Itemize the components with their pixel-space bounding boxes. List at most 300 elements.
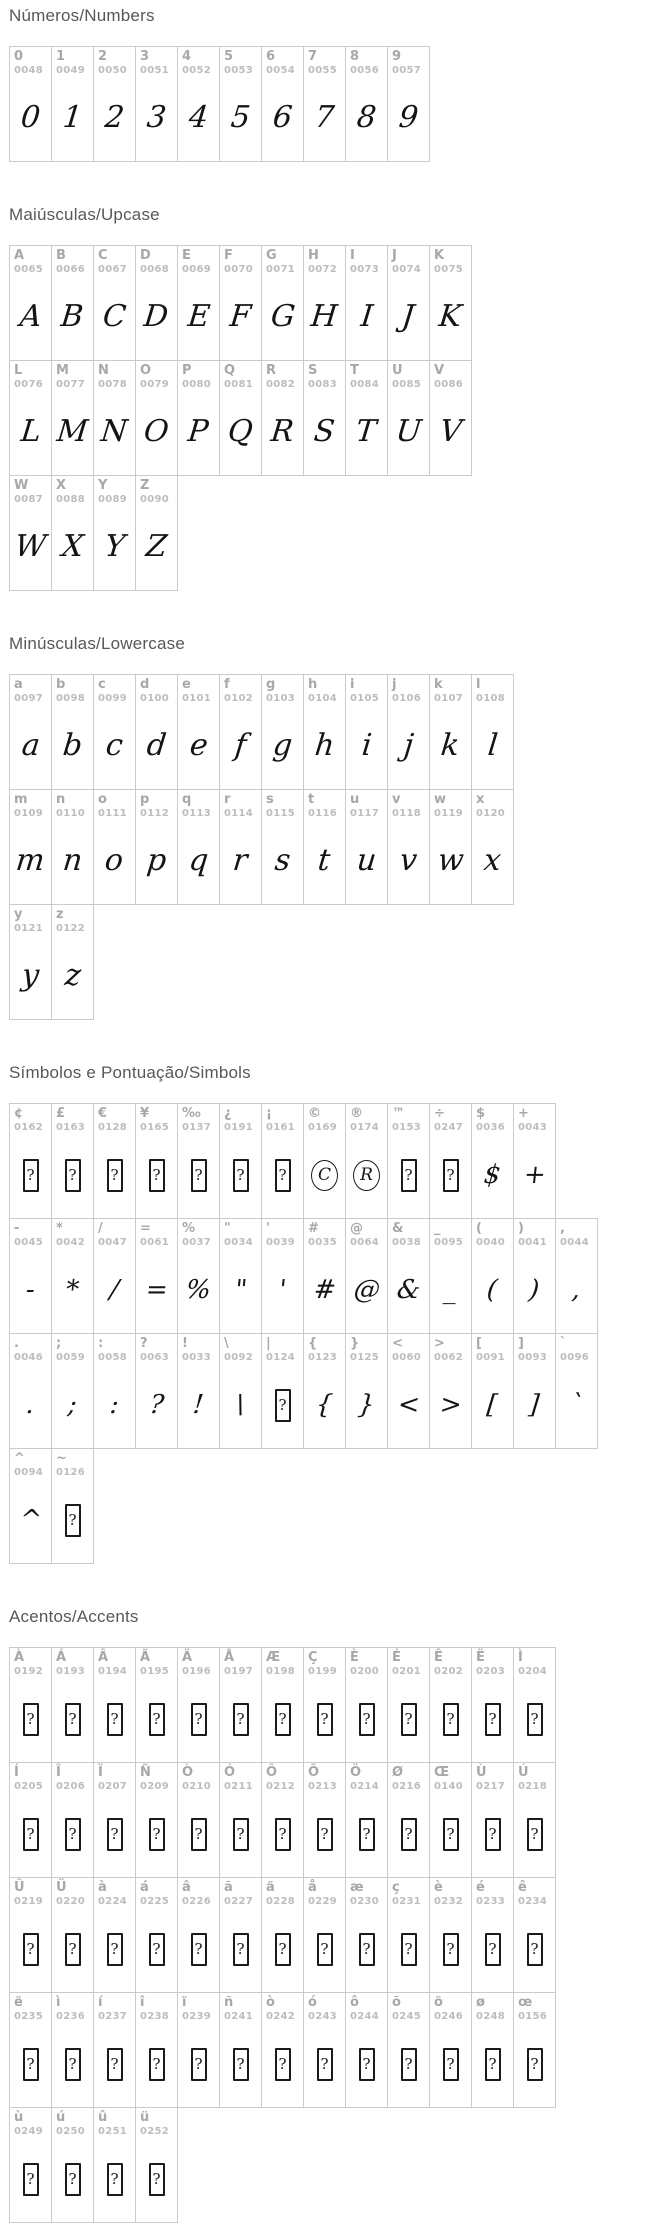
glyph-code-label: 0111 xyxy=(98,808,128,819)
missing-glyph-box-icon: ? xyxy=(233,2048,249,2081)
glyph-code-label: 0250 xyxy=(56,2126,86,2137)
glyph-preview xyxy=(472,2025,513,2103)
glyph-preview xyxy=(262,1910,303,1988)
section-symbols xyxy=(9,1063,661,1564)
glyph-char-label: ; xyxy=(56,1336,62,1351)
glyph-code-label: 0230 xyxy=(350,1896,380,1907)
script-glyph: 5 xyxy=(229,100,252,135)
glyph-code-label: 0161 xyxy=(266,1122,296,1133)
glyph-code-label: 0107 xyxy=(434,693,464,704)
glyph-cell xyxy=(345,674,388,790)
glyph-char-label: 0 xyxy=(14,49,24,64)
glyph-char-label: á xyxy=(140,1880,149,1895)
glyph-preview xyxy=(346,707,387,785)
glyph-cell xyxy=(219,46,262,162)
glyph-preview xyxy=(430,2025,471,2103)
glyph-cell xyxy=(177,674,220,790)
glyph-code-label: 0066 xyxy=(56,264,86,275)
glyph-code-label: 0196 xyxy=(182,1666,212,1677)
script-glyph: ] xyxy=(527,1390,542,1420)
glyph-cell xyxy=(471,1103,514,1219)
glyph-code-label: 0162 xyxy=(14,1122,44,1133)
glyph-code-label: 0165 xyxy=(140,1122,170,1133)
script-glyph: = xyxy=(144,1275,169,1305)
glyph-preview xyxy=(52,508,93,586)
glyph-code-label: 0156 xyxy=(518,2011,548,2022)
glyph-cell xyxy=(177,245,220,361)
glyph-char-label: Ô xyxy=(266,1765,278,1780)
glyph-code-label: 0228 xyxy=(266,1896,296,1907)
glyph-preview xyxy=(514,1366,555,1444)
glyph-char-label: L xyxy=(14,363,23,378)
glyph-code-label: 0088 xyxy=(56,494,86,505)
glyph-code-label: 0068 xyxy=(140,264,170,275)
glyph-cell xyxy=(429,1877,472,1993)
glyph-cell xyxy=(9,1218,52,1334)
glyph-code-label: 0093 xyxy=(518,1352,548,1363)
glyph-code-label: 0079 xyxy=(140,379,170,390)
script-glyph: K xyxy=(437,299,464,334)
glyph-preview xyxy=(10,1366,51,1444)
glyph-preview xyxy=(262,393,303,471)
glyph-preview xyxy=(346,393,387,471)
missing-glyph-box-icon: ? xyxy=(401,1933,417,1966)
glyph-code-label: 0062 xyxy=(434,1352,464,1363)
glyph-preview xyxy=(94,2025,135,2103)
script-glyph: [ xyxy=(485,1390,500,1420)
glyph-code-label: 0117 xyxy=(350,808,380,819)
glyph-preview xyxy=(388,278,429,356)
glyph-cell xyxy=(303,46,346,162)
glyph-preview xyxy=(178,1680,219,1758)
glyph-code-label: 0047 xyxy=(98,1237,128,1248)
glyph-char-label: K xyxy=(434,248,445,263)
glyph-cell xyxy=(219,1992,262,2108)
glyph-cell xyxy=(387,1877,430,1993)
glyph-char-label: ) xyxy=(518,1221,524,1236)
glyph-preview xyxy=(304,79,345,157)
glyph-char-label: Ù xyxy=(476,1765,487,1780)
glyph-code-label: 0125 xyxy=(350,1352,380,1363)
script-glyph: + xyxy=(522,1160,547,1190)
glyph-code-label: 0247 xyxy=(434,1122,464,1133)
glyph-cell xyxy=(93,1762,136,1878)
script-glyph: y xyxy=(20,958,41,993)
glyph-preview xyxy=(472,707,513,785)
glyph-preview xyxy=(52,393,93,471)
glyph-char-label: Æ xyxy=(266,1650,281,1665)
glyph-code-label: 0205 xyxy=(14,1781,44,1792)
glyph-char-label: + xyxy=(518,1106,529,1121)
glyph-cell xyxy=(303,789,346,905)
glyph-char-label: ' xyxy=(266,1221,270,1236)
glyph-preview xyxy=(304,278,345,356)
glyph-char-label: c xyxy=(98,677,106,692)
glyph-preview xyxy=(52,1136,93,1214)
glyph-cell xyxy=(303,1333,346,1449)
glyph-code-label: 0204 xyxy=(518,1666,548,1677)
glyph-cell xyxy=(135,1218,178,1334)
script-glyph: X xyxy=(60,529,86,564)
glyph-preview xyxy=(136,1680,177,1758)
glyph-cell xyxy=(261,1647,304,1763)
glyph-cell xyxy=(429,1103,472,1219)
missing-glyph-box-icon: ? xyxy=(485,2048,501,2081)
glyph-code-label: 0054 xyxy=(266,65,296,76)
glyph-char-label: © xyxy=(308,1106,321,1121)
glyph-preview xyxy=(94,1795,135,1873)
glyph-char-label: ø xyxy=(476,1995,485,2010)
script-glyph: $ xyxy=(482,1160,503,1190)
glyph-char-label: è xyxy=(434,1880,443,1895)
missing-glyph-box-icon: ? xyxy=(23,1703,39,1736)
glyph-char-label: Û xyxy=(14,1880,25,1895)
glyph-code-label: 0249 xyxy=(14,2126,44,2137)
glyph-code-label: 0112 xyxy=(140,808,170,819)
glyph-preview xyxy=(94,393,135,471)
script-glyph: } xyxy=(356,1390,377,1420)
glyph-code-label: 0220 xyxy=(56,1896,86,1907)
script-glyph: n xyxy=(61,843,85,878)
glyph-code-label: 0241 xyxy=(224,2011,254,2022)
missing-glyph-box-icon: ? xyxy=(443,2048,459,2081)
missing-glyph-box-icon: ? xyxy=(317,1818,333,1851)
missing-glyph-box-icon: ? xyxy=(65,1504,81,1537)
glyph-cell xyxy=(51,1103,94,1219)
glyph-grid-row xyxy=(9,1647,661,1763)
glyph-char-label: J xyxy=(392,248,397,263)
glyph-code-label: 0034 xyxy=(224,1237,254,1248)
glyph-cell xyxy=(303,1218,346,1334)
glyph-cell xyxy=(429,1218,472,1334)
glyph-preview xyxy=(304,1795,345,1873)
script-glyph: O xyxy=(142,414,171,449)
section-numbers xyxy=(9,6,661,162)
glyph-char-label: w xyxy=(434,792,447,807)
glyph-cell xyxy=(387,1992,430,2108)
glyph-cell xyxy=(261,46,304,162)
missing-glyph-box-icon: ? xyxy=(191,1818,207,1851)
glyph-preview xyxy=(136,79,177,157)
glyph-preview xyxy=(10,393,51,471)
glyph-code-label: 0065 xyxy=(14,264,44,275)
glyph-char-label: N xyxy=(98,363,109,378)
glyph-char-label: , xyxy=(560,1221,565,1236)
script-glyph: A xyxy=(17,299,44,334)
glyph-char-label: ] xyxy=(518,1336,524,1351)
glyph-code-label: 0246 xyxy=(434,2011,464,2022)
glyph-cell xyxy=(555,1218,598,1334)
glyph-char-label: R xyxy=(266,363,277,378)
glyph-char-label: â xyxy=(182,1880,191,1895)
glyph-code-label: 0055 xyxy=(308,65,338,76)
glyph-preview xyxy=(10,1136,51,1214)
script-glyph: @ xyxy=(351,1275,382,1305)
glyph-cell xyxy=(177,1333,220,1449)
glyph-char-label: \ xyxy=(224,1336,229,1351)
glyph-code-label: 0200 xyxy=(350,1666,380,1677)
glyph-char-label: ü xyxy=(140,2110,150,2125)
glyph-char-label: Ë xyxy=(476,1650,485,1665)
glyph-cell xyxy=(177,1103,220,1219)
glyph-preview xyxy=(136,2140,177,2218)
glyph-char-label: u xyxy=(350,792,360,807)
glyph-code-label: 0064 xyxy=(350,1237,380,1248)
script-glyph: { xyxy=(314,1390,335,1420)
glyph-cell xyxy=(177,1647,220,1763)
glyph-char-label: X xyxy=(56,478,67,493)
glyph-code-label: 0039 xyxy=(266,1237,296,1248)
glyph-preview xyxy=(514,1910,555,1988)
glyph-grid-row xyxy=(9,904,661,1020)
glyph-char-label: ? xyxy=(140,1336,148,1351)
glyph-preview xyxy=(346,1795,387,1873)
glyph-char-label: 1 xyxy=(56,49,66,64)
glyph-code-label: 0097 xyxy=(14,693,44,704)
glyph-char-label: õ xyxy=(392,1995,401,2010)
missing-glyph-box-icon: ? xyxy=(149,1818,165,1851)
glyph-char-label: C xyxy=(98,248,108,263)
glyph-preview xyxy=(304,707,345,785)
glyph-cell xyxy=(387,789,430,905)
glyph-char-label: g xyxy=(266,677,276,692)
glyph-cell xyxy=(387,1333,430,1449)
glyph-cell xyxy=(471,789,514,905)
script-glyph: ` xyxy=(568,1390,585,1420)
glyph-code-label: 0140 xyxy=(434,1781,464,1792)
glyph-char-label: ¢ xyxy=(14,1106,24,1121)
glyph-preview xyxy=(430,1251,471,1329)
glyph-code-label: 0137 xyxy=(182,1122,212,1133)
glyph-cell xyxy=(513,1333,556,1449)
script-glyph: # xyxy=(312,1275,337,1305)
glyph-cell xyxy=(219,1647,262,1763)
glyph-preview xyxy=(220,79,261,157)
missing-glyph-box-icon: ? xyxy=(443,1703,459,1736)
script-glyph: U xyxy=(394,414,424,449)
glyph-preview xyxy=(304,1251,345,1329)
glyph-preview xyxy=(220,1910,261,1988)
glyph-char-label: s xyxy=(266,792,274,807)
glyph-cell xyxy=(177,1877,220,1993)
glyph-cell xyxy=(9,360,52,476)
glyph-cell xyxy=(513,1992,556,2108)
glyph-char-label: [ xyxy=(476,1336,482,1351)
glyph-code-label: 0106 xyxy=(392,693,422,704)
glyph-code-label: 0218 xyxy=(518,1781,548,1792)
missing-glyph-box-icon: ? xyxy=(107,1159,123,1192)
script-glyph: h xyxy=(313,728,337,763)
glyph-code-label: 0114 xyxy=(224,808,254,819)
glyph-preview xyxy=(52,1366,93,1444)
glyph-preview xyxy=(514,1795,555,1873)
glyph-code-label: 0234 xyxy=(518,1896,548,1907)
script-glyph: x xyxy=(482,843,503,878)
glyph-cell xyxy=(177,1992,220,2108)
glyph-char-label: Ú xyxy=(518,1765,529,1780)
glyph-cell xyxy=(219,1103,262,1219)
glyph-cell xyxy=(471,1992,514,2108)
script-glyph: m xyxy=(14,843,47,878)
script-glyph: q xyxy=(187,843,211,878)
glyph-code-label: 0193 xyxy=(56,1666,86,1677)
glyph-preview xyxy=(388,79,429,157)
glyph-char-label: } xyxy=(350,1336,360,1351)
glyph-code-label: 0115 xyxy=(266,808,296,819)
glyph-cell xyxy=(387,1218,430,1334)
glyph-cell xyxy=(219,360,262,476)
glyph-code-label: 0235 xyxy=(14,2011,44,2022)
glyph-code-label: 0056 xyxy=(350,65,380,76)
glyph-code-label: 0239 xyxy=(182,2011,212,2022)
glyph-preview xyxy=(304,2025,345,2103)
glyph-char-label: a xyxy=(14,677,23,692)
glyph-char-label: € xyxy=(98,1106,108,1121)
glyph-char-label: Á xyxy=(56,1650,67,1665)
glyph-cell xyxy=(51,1448,94,1564)
glyph-preview xyxy=(94,1251,135,1329)
script-glyph: E xyxy=(185,299,212,334)
script-glyph: * xyxy=(64,1275,81,1305)
glyph-code-label: 0061 xyxy=(140,1237,170,1248)
missing-glyph-box-icon: ? xyxy=(401,1818,417,1851)
glyph-cell xyxy=(9,1333,52,1449)
missing-glyph-box-icon: ? xyxy=(65,1159,81,1192)
script-glyph: T xyxy=(354,414,379,449)
script-glyph: 8 xyxy=(355,100,378,135)
glyph-cell xyxy=(9,1992,52,2108)
glyph-cell xyxy=(93,1647,136,1763)
glyph-char-label: k xyxy=(434,677,443,692)
glyph-char-label: ö xyxy=(434,1995,443,2010)
glyph-preview xyxy=(346,278,387,356)
glyph-code-label: 0101 xyxy=(182,693,212,704)
glyph-cell xyxy=(261,360,304,476)
glyph-preview xyxy=(304,822,345,900)
glyph-preview xyxy=(346,1910,387,1988)
glyph-code-label: 0227 xyxy=(224,1896,254,1907)
glyph-char-label: æ xyxy=(350,1880,364,1895)
script-glyph: ! xyxy=(191,1390,206,1420)
glyph-preview xyxy=(178,822,219,900)
script-glyph: a xyxy=(19,728,42,763)
glyph-char-label: Z xyxy=(140,478,150,493)
glyph-char-label: V xyxy=(434,363,445,378)
glyph-char-label: Ê xyxy=(434,1650,443,1665)
script-glyph: t xyxy=(316,843,333,878)
glyph-code-label: 0209 xyxy=(140,1781,170,1792)
glyph-preview xyxy=(514,1680,555,1758)
glyph-cell xyxy=(93,1218,136,1334)
glyph-code-label: 0219 xyxy=(14,1896,44,1907)
glyph-char-label: @ xyxy=(350,1221,363,1236)
glyph-preview xyxy=(262,1366,303,1444)
glyph-cell xyxy=(9,1762,52,1878)
glyph-char-label: Î xyxy=(56,1765,61,1780)
script-glyph: < xyxy=(396,1390,421,1420)
glyph-preview xyxy=(388,1680,429,1758)
glyph-cell xyxy=(345,360,388,476)
glyph-char-label: Ó xyxy=(224,1765,236,1780)
glyph-char-label: ì xyxy=(56,1995,61,2010)
glyph-cell xyxy=(429,360,472,476)
missing-glyph-box-icon: ? xyxy=(317,1703,333,1736)
glyph-char-label: ^ xyxy=(14,1451,25,1466)
script-glyph: Z xyxy=(144,529,169,564)
script-glyph: B xyxy=(59,299,86,334)
missing-glyph-box-icon: ? xyxy=(443,1818,459,1851)
section-lowercase xyxy=(9,634,661,1020)
glyph-cell xyxy=(93,1333,136,1449)
glyph-code-label: 0073 xyxy=(350,264,380,275)
glyph-preview xyxy=(556,1251,597,1329)
script-glyph: o xyxy=(103,843,126,878)
glyph-preview xyxy=(136,393,177,471)
glyph-code-label: 0232 xyxy=(434,1896,464,1907)
glyph-cell xyxy=(135,674,178,790)
glyph-cell xyxy=(135,1992,178,2108)
glyph-cell xyxy=(345,1762,388,1878)
glyph-char-label: _ xyxy=(434,1221,441,1236)
glyph-code-label: 0244 xyxy=(350,2011,380,2022)
glyph-char-label: Ä xyxy=(182,1650,193,1665)
glyph-char-label: l xyxy=(476,677,481,692)
glyph-char-label: å xyxy=(308,1880,317,1895)
glyph-preview xyxy=(220,822,261,900)
glyph-code-label: 0070 xyxy=(224,264,254,275)
script-glyph: % xyxy=(184,1275,213,1305)
glyph-preview xyxy=(136,1910,177,1988)
glyph-char-label: ¡ xyxy=(266,1106,272,1121)
script-glyph: I xyxy=(358,299,375,334)
glyph-code-label: 0192 xyxy=(14,1666,44,1677)
glyph-char-label: À xyxy=(14,1650,25,1665)
section-title: Acentos/Accents xyxy=(9,1607,139,1626)
glyph-cell xyxy=(135,1647,178,1763)
glyph-char-label: $ xyxy=(476,1106,486,1121)
glyph-code-label: 0078 xyxy=(98,379,128,390)
glyph-grid-row xyxy=(9,1762,661,1878)
glyph-char-label: Ö xyxy=(350,1765,362,1780)
glyph-code-label: 0072 xyxy=(308,264,338,275)
missing-glyph-box-icon: ? xyxy=(401,2048,417,2081)
script-glyph: - xyxy=(24,1275,37,1305)
glyph-preview xyxy=(10,508,51,586)
glyph-cell xyxy=(387,245,430,361)
glyph-char-label: ` xyxy=(560,1336,567,1351)
missing-glyph-box-icon: ? xyxy=(107,1818,123,1851)
glyph-preview xyxy=(52,1251,93,1329)
glyph-char-label: S xyxy=(308,363,318,378)
glyph-code-label: 0113 xyxy=(182,808,212,819)
glyph-preview xyxy=(10,278,51,356)
glyph-cell xyxy=(93,1877,136,1993)
script-glyph: f xyxy=(233,728,248,763)
glyph-cell xyxy=(93,360,136,476)
glyph-cell xyxy=(429,1333,472,1449)
missing-glyph-box-icon: ? xyxy=(65,1703,81,1736)
glyph-preview xyxy=(430,707,471,785)
glyph-cell xyxy=(219,1762,262,1878)
glyph-char-label: r xyxy=(224,792,231,807)
glyph-cell xyxy=(513,1218,556,1334)
glyph-cell xyxy=(471,674,514,790)
glyph-preview xyxy=(178,1136,219,1214)
glyph-char-label: ‰ xyxy=(182,1106,201,1121)
glyph-preview xyxy=(430,1910,471,1988)
glyph-preview xyxy=(304,1366,345,1444)
glyph-char-label: È xyxy=(350,1650,359,1665)
